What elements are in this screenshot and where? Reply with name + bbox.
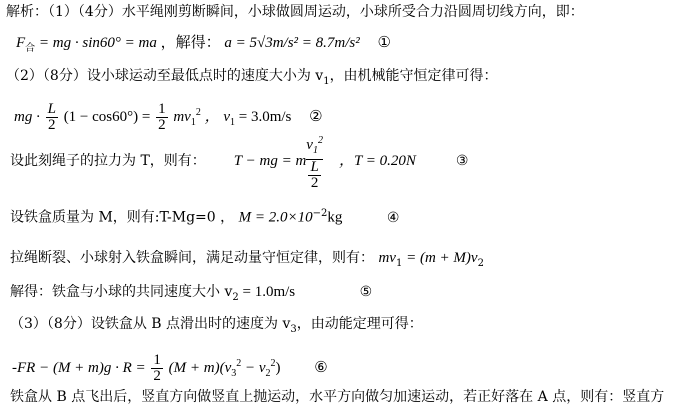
line-11-text: 铁盒从 B 点飞出后，竖直方向做竖直上抛运动，水平方向做匀加速运动，若正好落在 A 点，则有：竖直方 xyxy=(10,389,665,405)
mark-6: ⑥ xyxy=(314,360,328,376)
eq3-num-v: v xyxy=(306,136,313,153)
eq3-den-den: 2 xyxy=(310,174,319,191)
eq7-a: -FR − (M + m)g · R = xyxy=(12,360,146,376)
line-8-text: 解得：铁盒与小球的共同速度大小 v xyxy=(10,284,233,300)
eq7-s2: 2 xyxy=(265,368,271,379)
eq7-p3: 2 xyxy=(236,358,242,369)
line-8-sub: 2 xyxy=(232,291,239,303)
fraction-tension xyxy=(306,132,323,191)
eq5-b-sub: 2 xyxy=(477,257,484,269)
eq3-lhs: T − mg = m xyxy=(233,153,307,169)
line-9-tail: ，由动能定理可得： xyxy=(296,316,423,332)
mark-1: ① xyxy=(377,35,391,51)
eq6: = 1.0m/s xyxy=(238,284,296,300)
line-11 xyxy=(10,388,664,406)
fraction-l-over-2 xyxy=(46,102,58,133)
eq7-d: ) xyxy=(275,360,281,376)
eq7-frac-num: 1 xyxy=(153,352,161,369)
line-5 xyxy=(10,130,468,192)
line-9 xyxy=(10,315,423,339)
line-6-text: 设铁盒质量为 M，则有:T-Mg=0 ， xyxy=(10,209,235,226)
line-8 xyxy=(10,283,372,307)
eq2-e: = 3.0m/s xyxy=(235,109,292,125)
eq2-d: ， v xyxy=(204,109,231,125)
f-subscript: 合 xyxy=(25,43,36,54)
mark-2: ② xyxy=(309,109,323,125)
frac1-num: L xyxy=(47,101,56,118)
line-2-mid: ，解得： xyxy=(160,35,221,51)
eq3-den-fraction xyxy=(308,160,320,191)
eq7-p2: 2 xyxy=(270,358,276,369)
line-1-text: 解析：（1）（4分）水平绳刚剪断瞬间，小球做圆周运动，小球所受合力沿圆周切线方向，即： xyxy=(6,4,584,20)
line-10 xyxy=(12,348,328,390)
eq7-c: − v xyxy=(241,360,266,376)
eq7-s3: 3 xyxy=(231,368,237,379)
line-3 xyxy=(6,67,498,91)
eq3-tail: ，T = 0.20N xyxy=(338,153,416,169)
line-2 xyxy=(16,34,391,58)
frac1-den: 2 xyxy=(48,117,56,134)
line-3-sub: 1 xyxy=(323,75,330,87)
line-7 xyxy=(10,249,484,273)
eq4-unit: kg xyxy=(327,209,343,226)
line-5-text: 设此刻绳子的拉力为 T，则有： xyxy=(10,153,206,169)
eq5-b: = (m + M)v xyxy=(402,250,478,266)
eq2-c: mv xyxy=(173,109,191,125)
eq2-a: mg · xyxy=(14,109,40,125)
line-9-text: （3）（8分）设铁盒从 B 点滑出时的速度为 v xyxy=(10,316,291,332)
eq2-b: (1 − cos60°) = xyxy=(63,109,151,125)
eq2-c-sub: 1 xyxy=(190,117,196,128)
eq3-num xyxy=(306,132,323,159)
eq4: M = 2.0×10 xyxy=(238,209,313,226)
line-9-sub: 3 xyxy=(290,323,297,335)
line-1 xyxy=(6,3,584,21)
f-symbol: F xyxy=(16,35,26,51)
eq5-a: mv xyxy=(378,250,396,266)
eq7-b: (M + m)(v xyxy=(168,360,232,376)
line-6 xyxy=(10,205,399,227)
eq3-den-num: L xyxy=(310,158,319,175)
mark-3: ③ xyxy=(455,153,469,169)
eq7-frac-den: 2 xyxy=(153,368,161,385)
eq5-a-sub: 1 xyxy=(395,257,403,269)
equation-1: = mg · sin60° = ma xyxy=(38,35,157,51)
line-7-text: 拉绳断裂、小球射入铁盒瞬间，满足动量守恒定律，则有： xyxy=(10,250,374,266)
frac2-num: 1 xyxy=(158,101,166,118)
frac2-den: 2 xyxy=(158,117,166,134)
eq2-d-sub: 1 xyxy=(230,117,236,128)
eq4-exp: −2 xyxy=(312,208,328,219)
line-3-text: （2）（8分）设小球运动至最低点时的速度大小为 v xyxy=(6,68,324,84)
fraction-half xyxy=(156,102,168,133)
eq2-c-sup: 2 xyxy=(195,107,201,118)
eq7-fraction xyxy=(151,353,163,384)
eq3-num-sub: 1 xyxy=(312,144,318,156)
line-3-tail: ，由机械能守恒定律可得： xyxy=(329,68,498,84)
mark-5: ⑤ xyxy=(359,284,373,300)
equation-1-result: a = 5√3m/s² = 8.7m/s² xyxy=(224,35,360,51)
eq3-num-sup: 2 xyxy=(317,134,323,146)
mark-4: ④ xyxy=(386,209,400,226)
